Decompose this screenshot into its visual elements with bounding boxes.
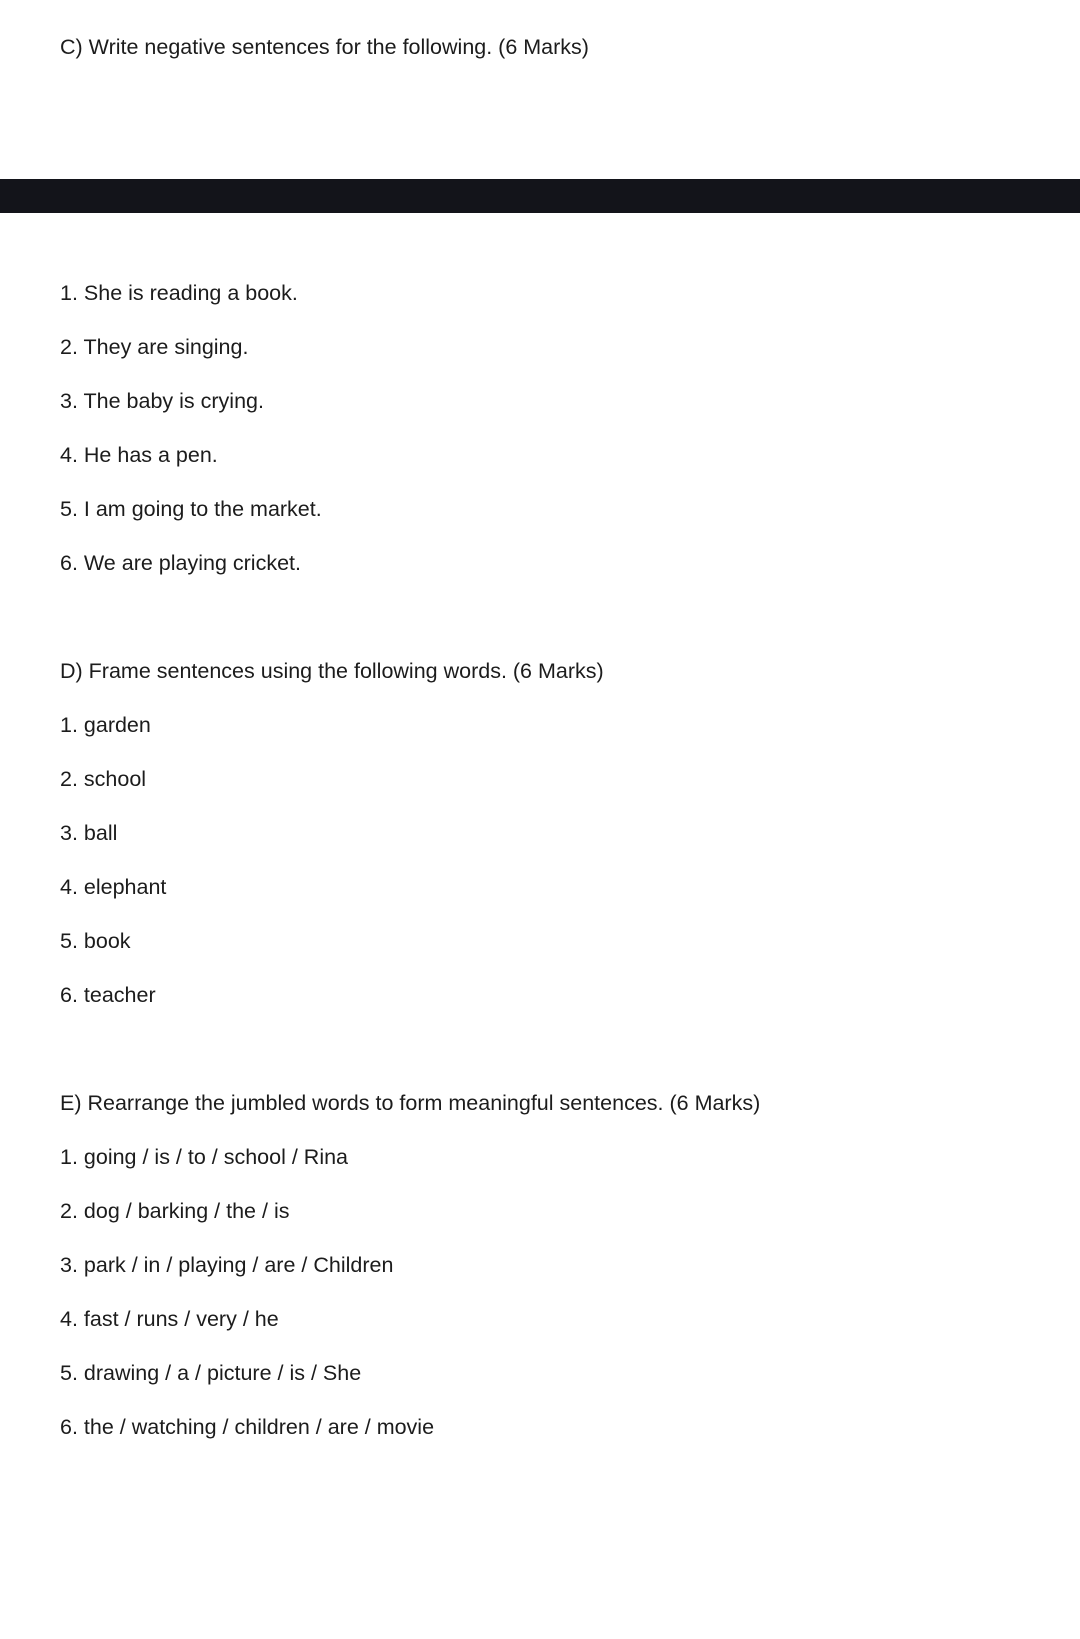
section-c-item-6: 6. We are playing cricket. xyxy=(60,551,301,575)
section-d-item-2: 2. school xyxy=(60,767,147,791)
section-d-item-1: 1. garden xyxy=(60,713,151,737)
section-e-heading: E) Rearrange the jumbled words to form meaningful sentences. (6 Marks) xyxy=(60,1091,761,1115)
redaction-bar xyxy=(0,179,1080,213)
section-d-item-6: 6. teacher xyxy=(60,983,156,1007)
section-c-item-3: 3. The baby is crying. xyxy=(60,389,264,413)
section-d-heading: D) Frame sentences using the following words. (6 Marks) xyxy=(60,659,604,683)
section-e-item-6: 6. the / watching / children / are / movie xyxy=(60,1415,435,1439)
section-d-item-3: 3. ball xyxy=(60,821,118,845)
section-c-heading: C) Write negative sentences for the following. (6 Marks) xyxy=(60,35,589,59)
section-e-item-3: 3. park / in / playing / are / Children xyxy=(60,1253,394,1277)
section-e-item-5: 5. drawing / a / picture / is / She xyxy=(60,1361,362,1385)
section-e-item-1: 1. going / is / to / school / Rina xyxy=(60,1145,349,1169)
section-e-item-4: 4. fast / runs / very / he xyxy=(60,1307,279,1331)
section-d-item-5: 5. book xyxy=(60,929,131,953)
section-c-item-5: 5. I am going to the market. xyxy=(60,497,322,521)
section-d-item-4: 4. elephant xyxy=(60,875,167,899)
section-c-item-2: 2. They are singing. xyxy=(60,335,249,359)
section-c-item-1: 1. She is reading a book. xyxy=(60,281,298,305)
section-c-item-4: 4. He has a pen. xyxy=(60,443,218,467)
section-e-item-2: 2. dog / barking / the / is xyxy=(60,1199,290,1223)
